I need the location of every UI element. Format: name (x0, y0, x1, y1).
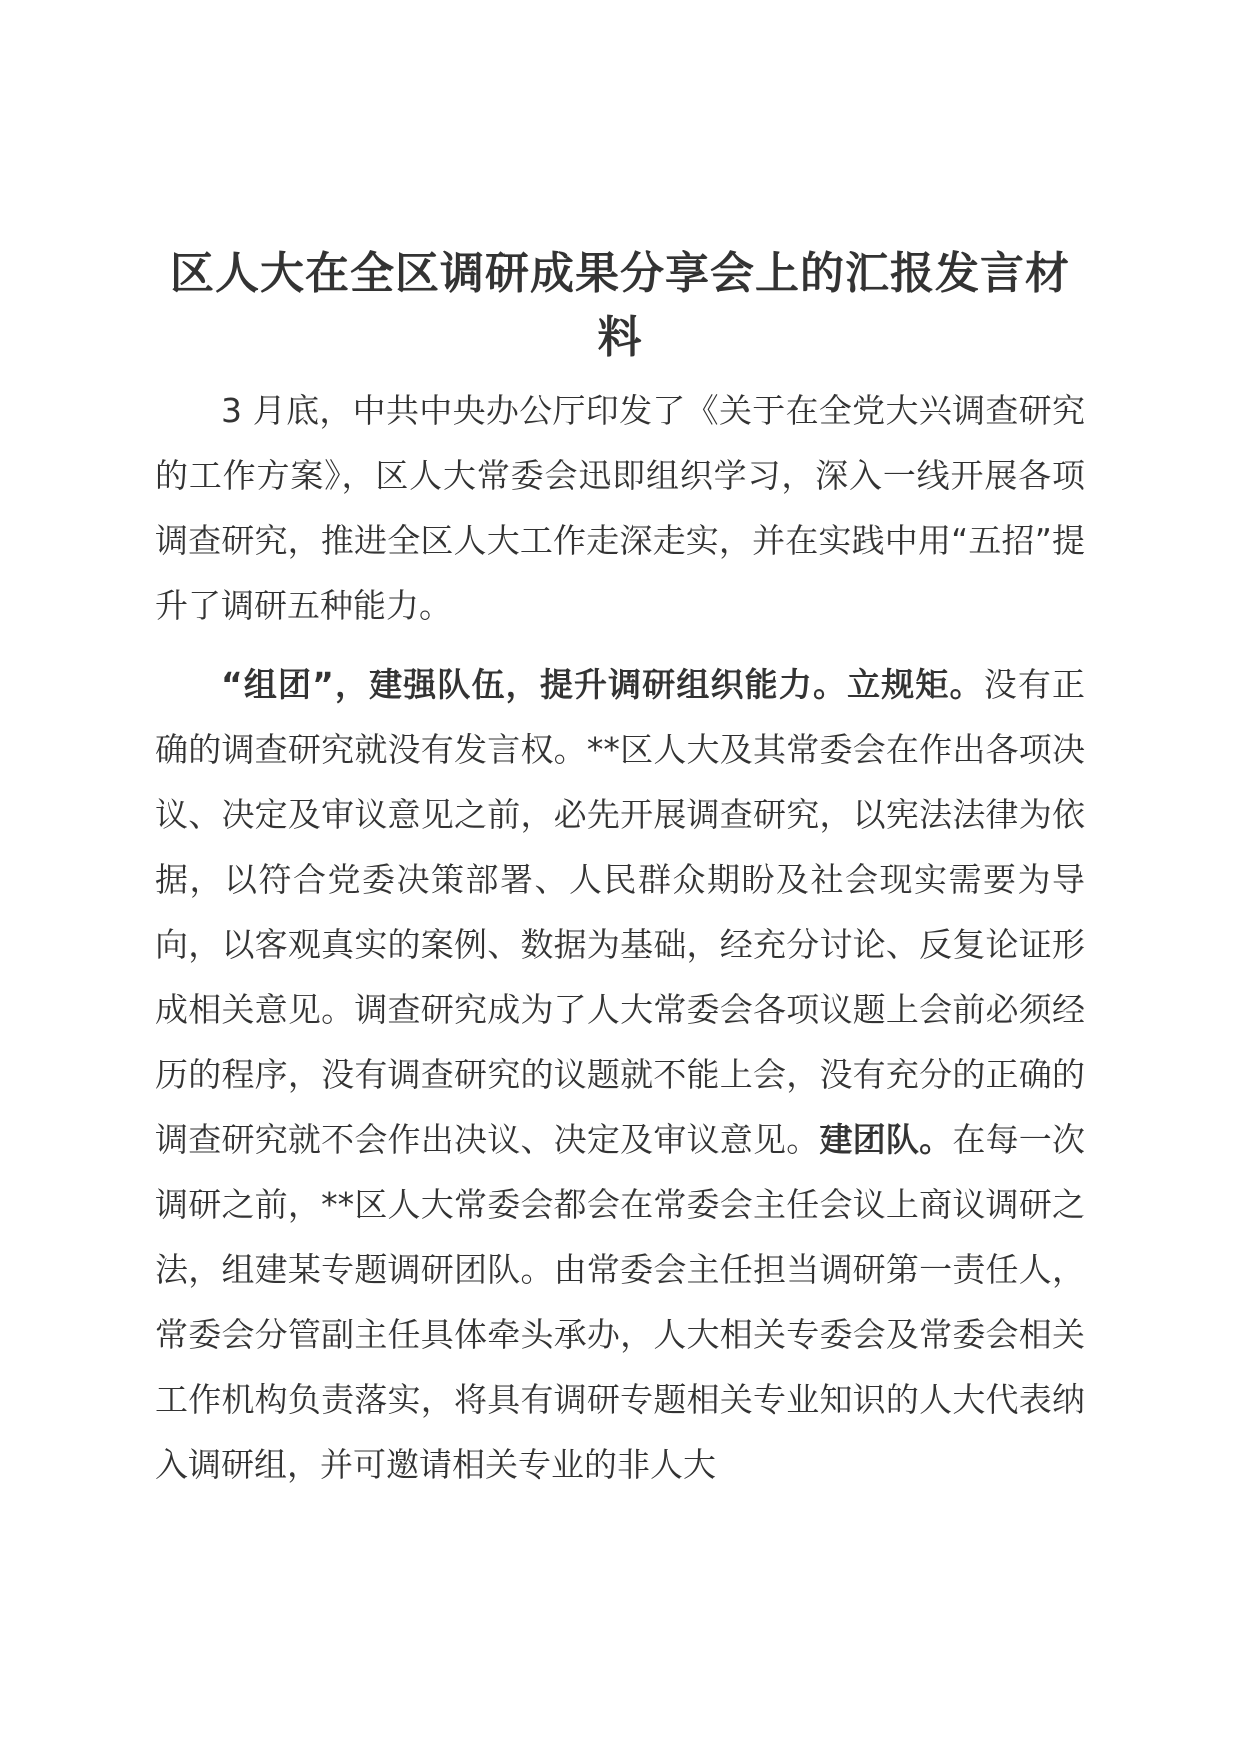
paragraph-section-1 (155, 652, 1085, 1497)
section-heading: “组团”，建强队伍，提升调研组织能力。 (221, 665, 848, 704)
subsection-label-team: 建团队。 (819, 1120, 953, 1159)
paragraph-intro: 3 月底，中共中央办公厅印发了《关于在全党大兴调查研究的工作方案》，区人大常委会迅即组织学习，深入一线开展各项调查研究，推进全区人大工作走深走实，并在实践中用“五招”提升了调研五种能力。 (155, 391, 1085, 625)
subsection-label-rules: 立规矩。 (847, 665, 984, 704)
subsection-text-team: 在每一次调研之前，**区人大常委会都会在常委会主任会议上商议调研之法，组建某专题调研团队。由常委会主任担当调研第一责任人，常委会分管副主任具体牵头承办，人大相关专委会及常委会相关工作机构负责落实，将具有调研专题相关专业知识的人大代表纳入调研组，并可邀请相关专业的非人大 (155, 1120, 1086, 1484)
subsection-text-rules: 没有正确的调查研究就没有发言权。**区人大及其常委会在作出各项决议、决定及审议意见之前，必先开展调查研究，以宪法法律为依据，以符合党委决策部署、人民群众期盼及社会现实需要为导向，以客观真实的案例、数据为基础，经充分讨论、反复论证形成相关意见。调查研究成为了人大常委会各项议题上会前必须经历的程序，没有调查研究的议题就不能上会，没有充分的正确的调查研究就不会作出决议、决定及审议意见。 (155, 665, 1085, 1159)
document-page (155, 242, 1085, 1497)
document-title: 区人大在全区调研成果分享会上的汇报发言材料 (170, 248, 1070, 363)
